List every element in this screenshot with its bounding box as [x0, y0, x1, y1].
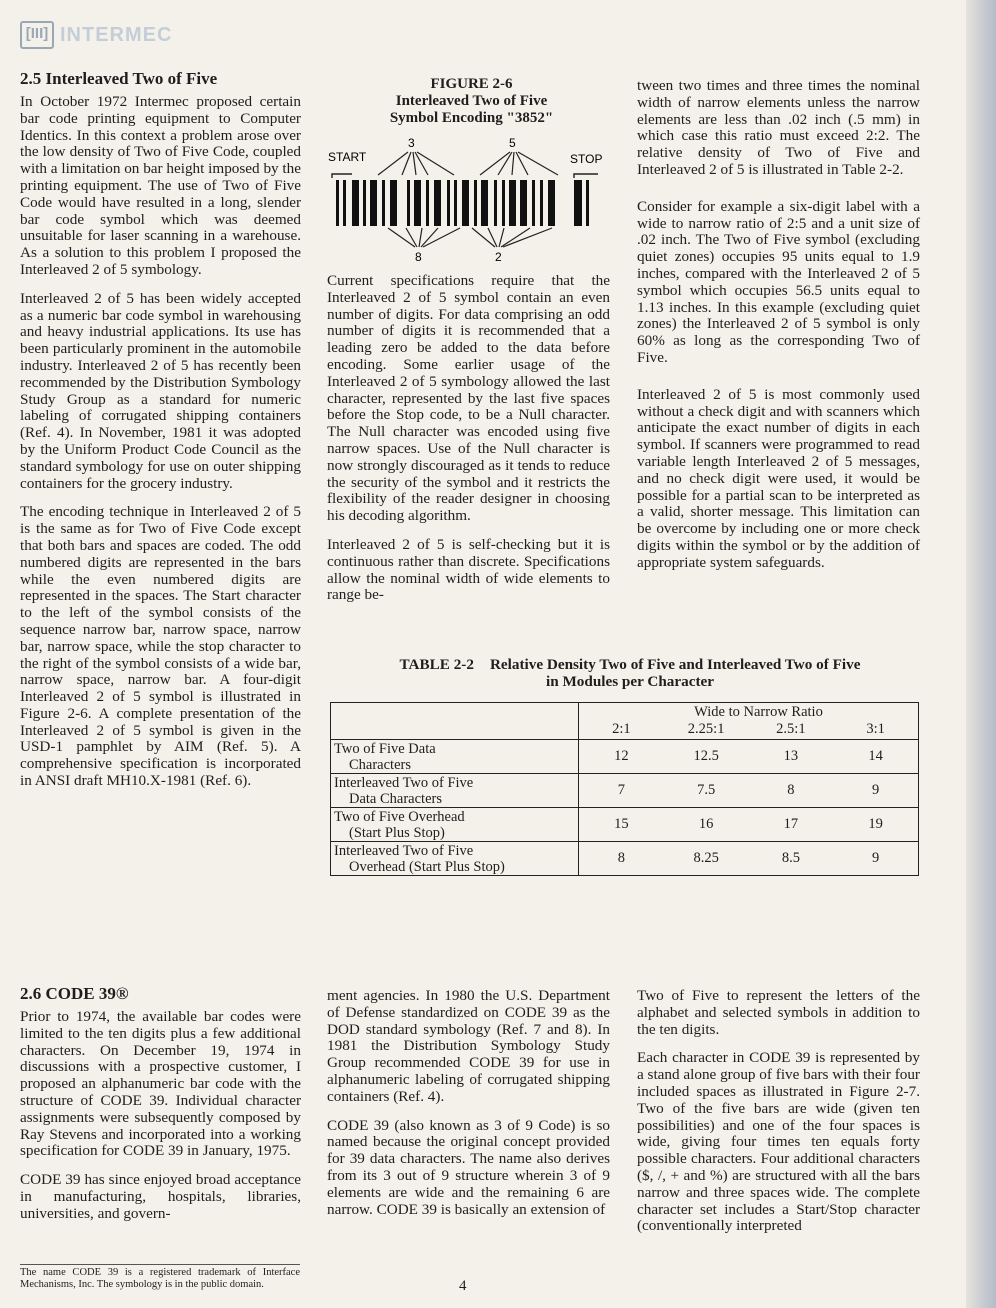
- paragraph: Current specifications require that the Interleaved 2 of 5 symbol contain an even number of digits. For data comprising an odd number of digits it is recommended that a leading zero be added to the data before encoding. Some earlier usage of the Interleaved 2 of 5 symbology allowed the last character, represented by the last five spaces before the Stop code, to be a Null character. The Null character was encoded using five narrow spaces. Use of the Null character is now strongly discouraged as it tends to reduce the security of the symbol and it restricts the flexibility of the reader designer in choosing his decoding algorithm.: [327, 272, 610, 525]
- paragraph: Each character in CODE 39 is represented by a stand alone group of five bars with their four included spaces as illustrated in Figure 2-7. Two of the five bars are wide (given ten possibilities) and one of the four spaces is wide, giving four times ten equals forty possible characters. Four additional characters ($, /, + and %) are structured with all the bars narrow and three spaces wide. The complete character set includes a Start/Stop character (conventionally interpreted: [637, 1049, 920, 1235]
- stop-bracket: [574, 174, 598, 178]
- logo-box: [III]: [20, 21, 54, 49]
- bar-pointer-lines: [378, 152, 558, 175]
- cell-value: 9: [872, 782, 880, 798]
- cell-value: 8.25: [693, 850, 719, 866]
- table-row: [331, 740, 919, 774]
- relative-density-table: [330, 702, 919, 876]
- cell-value: 8.5: [781, 850, 800, 866]
- row-label-line: (Start Plus Stop): [349, 824, 445, 841]
- row-label-line: Two of Five Overhead: [334, 808, 465, 825]
- row-values-cell: [579, 842, 919, 876]
- table-label: TABLE 2-2: [399, 656, 474, 673]
- cell-value: 12.5: [693, 748, 719, 764]
- paragraph: ment agencies. In 1980 the U.S. Department of Defense standardized on CODE 39 as the DOD standard symbology (Ref. 7 and 8). In 1981 the Distribution Symbology Study Group recommended CODE 39 for use in alphanumeric labeling of corrugated shipping containers (Ref. 4).: [327, 987, 610, 1105]
- paragraph: CODE 39 (also known as 3 of 9 Code) is so named because the original concept provided for 39 data characters. The name also derives from its 3 out of 9 structure wherein 3 of 9 elements are wide and the remaining 6 are narrow. CODE 39 is basically an extension of: [327, 1116, 610, 1218]
- start-label: START: [328, 150, 367, 164]
- start-bracket: [332, 174, 352, 178]
- row-label-line: Two of Five Data: [334, 740, 436, 757]
- cell-value: 15: [614, 816, 629, 832]
- row-values-cell: [579, 774, 919, 808]
- barcode-bars: [336, 180, 589, 226]
- table-row: [331, 842, 919, 876]
- row-label-line: Interleaved Two of Five: [334, 774, 474, 791]
- paragraph: Two of Five to represent the letters of the alphabet and selected symbols in addition to the ten digits.: [637, 987, 920, 1038]
- footnote: The name CODE 39 is a registered trademark of Interface Mechanisms, Inc. The symbology is in the public domain.: [20, 1264, 300, 1290]
- paragraph: Prior to 1974, the available bar codes were limited to the ten digits plus a few additional characters. On December 19, 1974 in discussions with a prospective customer, I proposed an alphanumeric bar code with the structure of CODE 39. Individual character assignments were subsequently composed by Ray Stevens and incorporated into a working specification for CODE 39 in January, 1975.: [20, 1008, 301, 1160]
- section-2-6-column-3: [637, 988, 920, 1247]
- paragraph: Interleaved 2 of 5 is self-checking but it is continuous rather than discrete. Specifications allow the nominal width of wide elements to range be-: [327, 535, 610, 604]
- section-2-6-column-2: [327, 988, 610, 1230]
- cell-value: 14: [868, 748, 883, 764]
- paragraph: Interleaved 2 of 5 has been widely accepted as a numeric bar code symbol in warehousing and heavy industrial applications. Its use has been particularly prominent in the automobile industry. Interleaved 2 of 5 has recently been recommended by the Distribution Symbology Study Group as a standard for numeric labeling of corrugated shipping containers (Ref. 4). In November, 1981 it was adopted by the Uniform Product Code Council as the standard symbology for use on outer shipping containers for the grocery industry.: [20, 289, 301, 492]
- table-title: Relative Density Two of Five and Interleaved Two of Five: [489, 656, 861, 673]
- table-row: [331, 808, 919, 842]
- row-values-cell: [579, 740, 919, 774]
- cell-value: 7.5: [697, 782, 716, 798]
- row-label-line: Interleaved Two of Five: [334, 842, 474, 859]
- paragraph: tween two times and three times the nominal width of narrow elements unless the narrow elements are less than .02 inch (.5 mm) in which case this ratio must exceed 2:2. The relative density of Two of Five and Interleaved 2 of 5 is illustrated in Table 2-2.: [637, 77, 920, 178]
- cell-value: 7: [617, 782, 625, 798]
- ratio-label: 2:1: [612, 721, 631, 737]
- figure-subtitle: Symbol Encoding "3852": [389, 110, 554, 126]
- logo-text: INTERMEC: [60, 23, 173, 46]
- paragraph: Interleaved 2 of 5 is most commonly used without a check digit and with scanners which anticipate the exact number of digits in each symbol. If scanners were programmed to read variable length Interleaved 2 of 5 messages, and no check digit were used, it would be possible for a partial scan to be interpreted as a valid, shorter message. This limitation can be overcome by including one or more check digits within the symbol or by the addition of appropriate system safeguards.: [637, 385, 920, 571]
- paragraph: The encoding technique in Interleaved 2 of 5 is the same as for Two of Five Code except that both bars and spaces are coded. The odd numbered digits are represented in the bars while the even numbered digits are represented in the spaces. The Start character to the left of the symbol consists of the sequence narrow bar, narrow space, narrow bar, narrow space, while the stop character to the right of the symbol consists of a wide bar, narrow space, narrow bar. A four-digit Interleaved 2 of 5 symbol is illustrated in Figure 2-6. A complete presentation of the Interleaved 2 of 5 symbol is given in the USD-1 pamphlet by AIM (Ref. 5). A comprehensive specification is incorporated in ANSI draft MH10.X-1981 (Ref. 6).: [20, 503, 301, 790]
- space-pointer-lines: [388, 228, 552, 247]
- page-number: 4: [459, 1278, 467, 1294]
- figure-label: FIGURE 2-6: [430, 76, 513, 92]
- table-row: [331, 774, 919, 808]
- ratio-label: 3:1: [866, 721, 885, 737]
- table-caption: [330, 656, 930, 690]
- cell-value: 8: [617, 850, 625, 866]
- page-edge-shadow: [966, 0, 996, 1308]
- empty-header-cell: [331, 703, 579, 740]
- table-title-line2: in Modules per Character: [545, 673, 715, 690]
- figure-caption: [327, 76, 616, 127]
- digit-5-label: 5: [509, 136, 516, 150]
- ratio-header-cell: [579, 703, 919, 740]
- section-2-5-column: [20, 69, 301, 802]
- cell-value: 17: [783, 816, 799, 832]
- cell-value: 8: [787, 782, 795, 798]
- row-label-line: Overhead (Start Plus Stop): [349, 858, 505, 875]
- section-2-6-heading: 2.6 CODE 39®: [20, 984, 129, 1003]
- column-2-text: [327, 273, 610, 616]
- cell-value: 16: [698, 816, 714, 832]
- cell-value: 9: [872, 850, 880, 866]
- section-2-6-column-1: [20, 984, 301, 1235]
- section-2-5-heading: 2.5 Interleaved Two of Five: [20, 69, 218, 88]
- digit-2-label: 2: [495, 250, 502, 264]
- paragraph: CODE 39 has since enjoyed broad acceptance in manufacturing, hospitals, libraries, universities, and govern-: [20, 1171, 301, 1222]
- row-label-line: Data Characters: [349, 790, 442, 807]
- intermec-logo: [20, 22, 172, 48]
- stop-label: STOP: [570, 152, 603, 166]
- cell-value: 13: [783, 748, 799, 764]
- cell-value: 12: [614, 748, 629, 764]
- interleaved-barcode-figure: [322, 130, 618, 264]
- figure-title: Interleaved Two of Five: [395, 93, 548, 109]
- digit-3-label: 3: [408, 136, 415, 150]
- digit-8-label: 8: [415, 250, 422, 264]
- row-label-cell: [331, 808, 579, 842]
- paragraph: Consider for example a six-digit label with a wide to narrow ratio of 2:5 and a unit size of .02 inch. The Two of Five symbol (excluding quiet zones) occupies 95 units equal to 1.9 inches, compared with the Interleaved 2 of 5 symbol which occupies 56.5 units equal to 1.13 inches. In this example (excluding quiet zones) the Interleaved 2 of 5 symbol is only 60% as long as the corresponding Two of Five.: [637, 197, 920, 366]
- ratio-label: 2.5:1: [776, 721, 806, 737]
- row-values-cell: [579, 808, 919, 842]
- table-header-row: [331, 703, 919, 740]
- paragraph: In October 1972 Intermec proposed certain bar code printing equipment to Computer Identics. In this context a problem arose over the low density of Two of Five Code, coupled with a limitation on bar height imposed by the printing equipment. The use of Two of Five Code would have resulted in a long, slender bar code symbol which was deemed unsuitable for laser scanning in a warehouse. As a solution to this problem I proposed the Interleaved 2 of 5 symbology.: [20, 93, 301, 278]
- ratio-header-title: Wide to Narrow Ratio: [694, 704, 823, 720]
- row-label-cell: [331, 740, 579, 774]
- row-label-line: Characters: [349, 756, 411, 773]
- ratio-label: 2.25:1: [687, 721, 725, 737]
- cell-value: 19: [868, 816, 883, 832]
- row-label-cell: [331, 842, 579, 876]
- row-label-cell: [331, 774, 579, 808]
- column-3-text: [637, 78, 920, 584]
